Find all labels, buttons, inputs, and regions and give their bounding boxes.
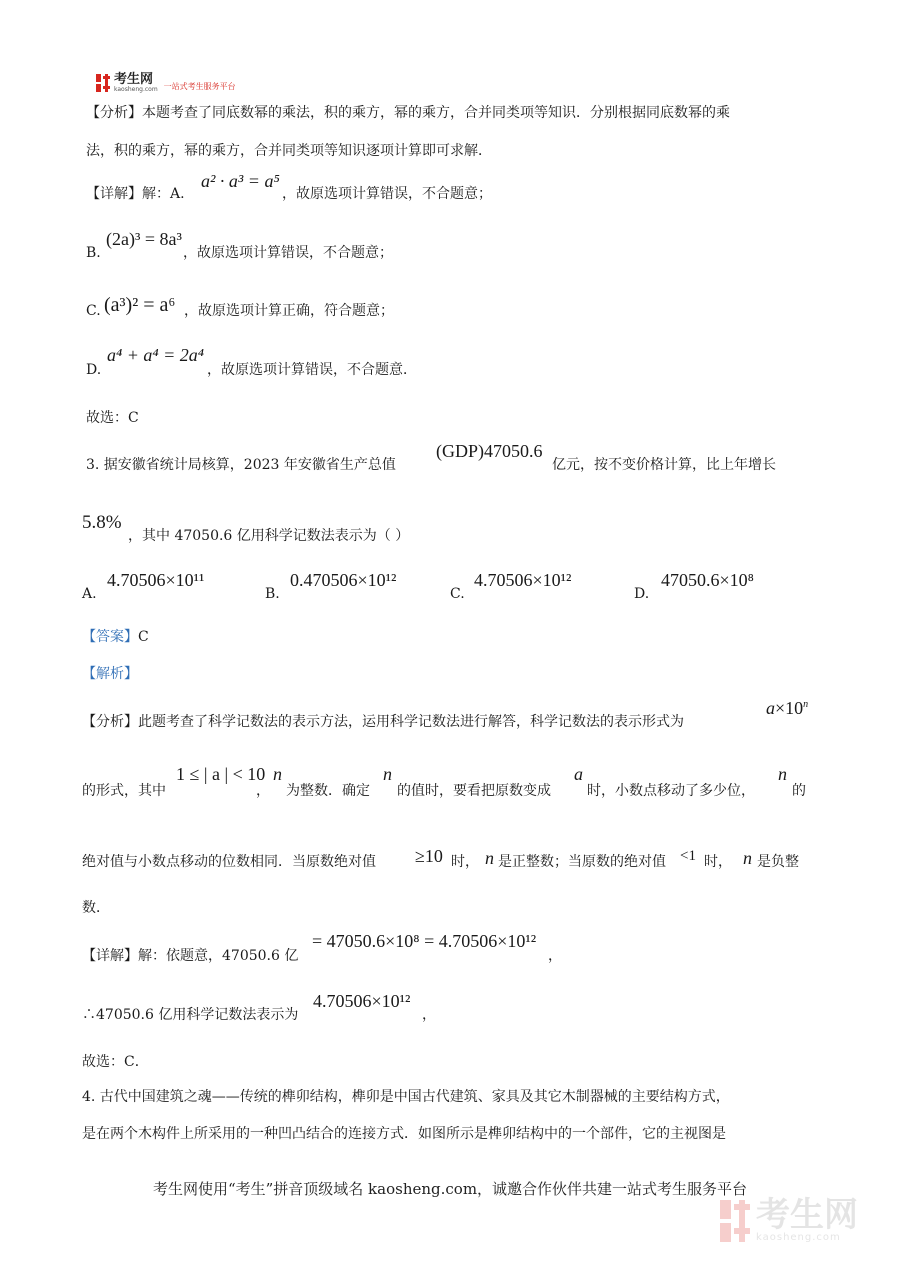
q3-detail-end: ，: [548, 948, 562, 964]
q2-option-b-comment: ，故原选项计算错误，不合题意；: [183, 245, 393, 261]
q3-choice: 故选：C．: [82, 1054, 149, 1070]
q3-option-c-value: 4.70506×10¹²: [474, 570, 572, 590]
q3-ge10: ≥10: [415, 846, 443, 866]
q2-analysis-line2: 法，积的乘方，幂的乘方，合并同类项等知识逐项计算即可求解．: [86, 143, 492, 159]
q3-comma-1: ，: [256, 783, 270, 799]
q3-answer: [82, 627, 149, 647]
q3-therefore-math: 4.70506×10¹²: [313, 991, 411, 1011]
watermark-brand: 考生网: [756, 1195, 858, 1235]
q3-stem-part2: 亿元，按不变价格计算，比上年增长: [552, 457, 776, 473]
q3-n-var-3: n: [778, 764, 787, 784]
q2-detail-prefix: 【详解】解：A.: [86, 186, 185, 202]
q3-stem-part3: ，其中 47050.6 亿用科学记数法表示为（ ）: [128, 528, 410, 544]
q3-option-b-value: 0.470506×10¹²: [290, 570, 397, 590]
q3-detail-pre: 【详解】解：依题意，47050.6 亿: [82, 948, 299, 964]
q3-option-d-value: 47050.6×10⁸: [661, 570, 754, 590]
watermark: [720, 1195, 858, 1243]
watermark-domain: kaosheng.com: [756, 1232, 841, 1243]
q3-form-exponent: n: [803, 699, 809, 710]
q2-option-c-comment: ，故原选项计算正确，符合题意；: [184, 303, 394, 319]
q4-line2: 是在两个木构件上所采用的一种凹凸结合的连接方式．如图所示是榫卯结构中的一个部件，它的主视图是: [82, 1126, 726, 1142]
q3-analysis-line3-mid: 时，: [451, 854, 479, 870]
q3-n-var-2: n: [383, 764, 392, 784]
q3-analysis-line3-end: 是负整: [757, 854, 799, 870]
q2-option-b-label: B.: [86, 245, 101, 261]
q3-option-a-label: A.: [82, 586, 97, 602]
q2-choice: 故选：C: [86, 410, 139, 426]
q2-analysis-line1: 【分析】本题考查了同底数幂的乘法，积的乘方，幂的乘方，合并同类项等知识．分别根据同底数幂的乘: [86, 105, 730, 121]
q2-option-c-label: C.: [86, 303, 101, 319]
q3-a-var: a: [574, 764, 583, 784]
q3-range-math: 1 ≤ | a | < 10: [176, 764, 266, 784]
q3-sci-form-math: $a\times 10^n$: [766, 698, 809, 718]
page-footer: 考生网使用“考生”拼音顶级域名 kaosheng.com，诚邀合作伙伴共建一站式考生服务平台: [152, 1180, 748, 1198]
q2-option-b-math: (2a)³ = 8a³: [106, 229, 182, 249]
header-logo: [96, 72, 236, 94]
q2-option-c-math: (a³)² = a⁶: [104, 294, 176, 316]
q3-option-d-label: D.: [634, 586, 650, 602]
q3-option-b-label: B.: [265, 586, 280, 602]
q3-analysis-line2-mid: 为整数．确定: [286, 783, 370, 799]
brand-domain: kaosheng.com: [114, 85, 158, 93]
q3-therefore-pre: ∴47050.6 亿用科学记数法表示为: [82, 1007, 299, 1023]
answer-tag: 【答案】: [82, 629, 138, 645]
brand-slogan: 一站式考生服务平台: [163, 81, 236, 91]
q3-stem-gdp-math: (GDP)47050.6: [436, 441, 543, 461]
q3-analysis-line3-pre: 绝对值与小数点移动的位数相同．当原数绝对值: [82, 854, 376, 870]
q3-n-var-4: n: [485, 848, 494, 868]
q3-n-var-1: n: [273, 764, 282, 784]
q3-analysis-line2-post: 时，小数点移动了多少位，: [587, 783, 755, 799]
q3-detail-math: = 47050.6×10⁸ = 4.70506×10¹²: [312, 931, 537, 951]
q3-explain-tag: 【解析】: [82, 666, 138, 682]
q4-line1: 4. 古代中国建筑之魂——传统的榫卯结构，榫卯是中国古代建筑、家具及其它木制器械的主要结构方式，: [82, 1089, 730, 1105]
q3-analysis-line1: 【分析】此题考查了科学记数法的表示方法，运用科学记数法进行解答，科学记数法的表示形式为: [82, 714, 684, 730]
q3-analysis-line3-post: 时，: [704, 854, 732, 870]
brand-name: 考生网: [114, 71, 154, 87]
q3-n-var-5: n: [743, 848, 752, 868]
q3-analysis-line2-pre: 的形式，其中: [82, 783, 166, 799]
q2-option-d-comment: ，故原选项计算错误，不合题意．: [207, 362, 417, 378]
brand-logo-icon: [96, 74, 110, 92]
q3-stem-part1: 3. 据安徽省统计局核算，2023 年安徽省生产总值: [86, 457, 396, 473]
q3-lt1: <1: [680, 848, 696, 864]
q3-analysis-line2-mid2: 的值时，要看把原数变成: [397, 783, 551, 799]
q3-analysis-line2-end: 的: [792, 783, 806, 799]
q3-option-c-label: C.: [450, 586, 465, 602]
q3-analysis-line4: 数．: [82, 900, 110, 916]
q3-option-a-value: 4.70506×10¹¹: [107, 570, 205, 590]
answer-value: C: [138, 629, 149, 645]
q3-analysis-line3-mid2: 是正整数；当原数的绝对值: [498, 854, 666, 870]
q2-option-a-comment: ，故原选项计算错误，不合题意；: [282, 186, 492, 202]
q3-growth-rate: 5.8%: [82, 512, 122, 533]
q3-therefore-end: ，: [422, 1007, 436, 1023]
q2-option-a-math: a² · a³ = a⁵: [201, 171, 280, 191]
q2-option-d-math: a⁴ + a⁴ = 2a⁴: [107, 345, 205, 365]
watermark-logo-icon: [720, 1200, 750, 1242]
q2-option-d-label: D.: [86, 362, 102, 378]
